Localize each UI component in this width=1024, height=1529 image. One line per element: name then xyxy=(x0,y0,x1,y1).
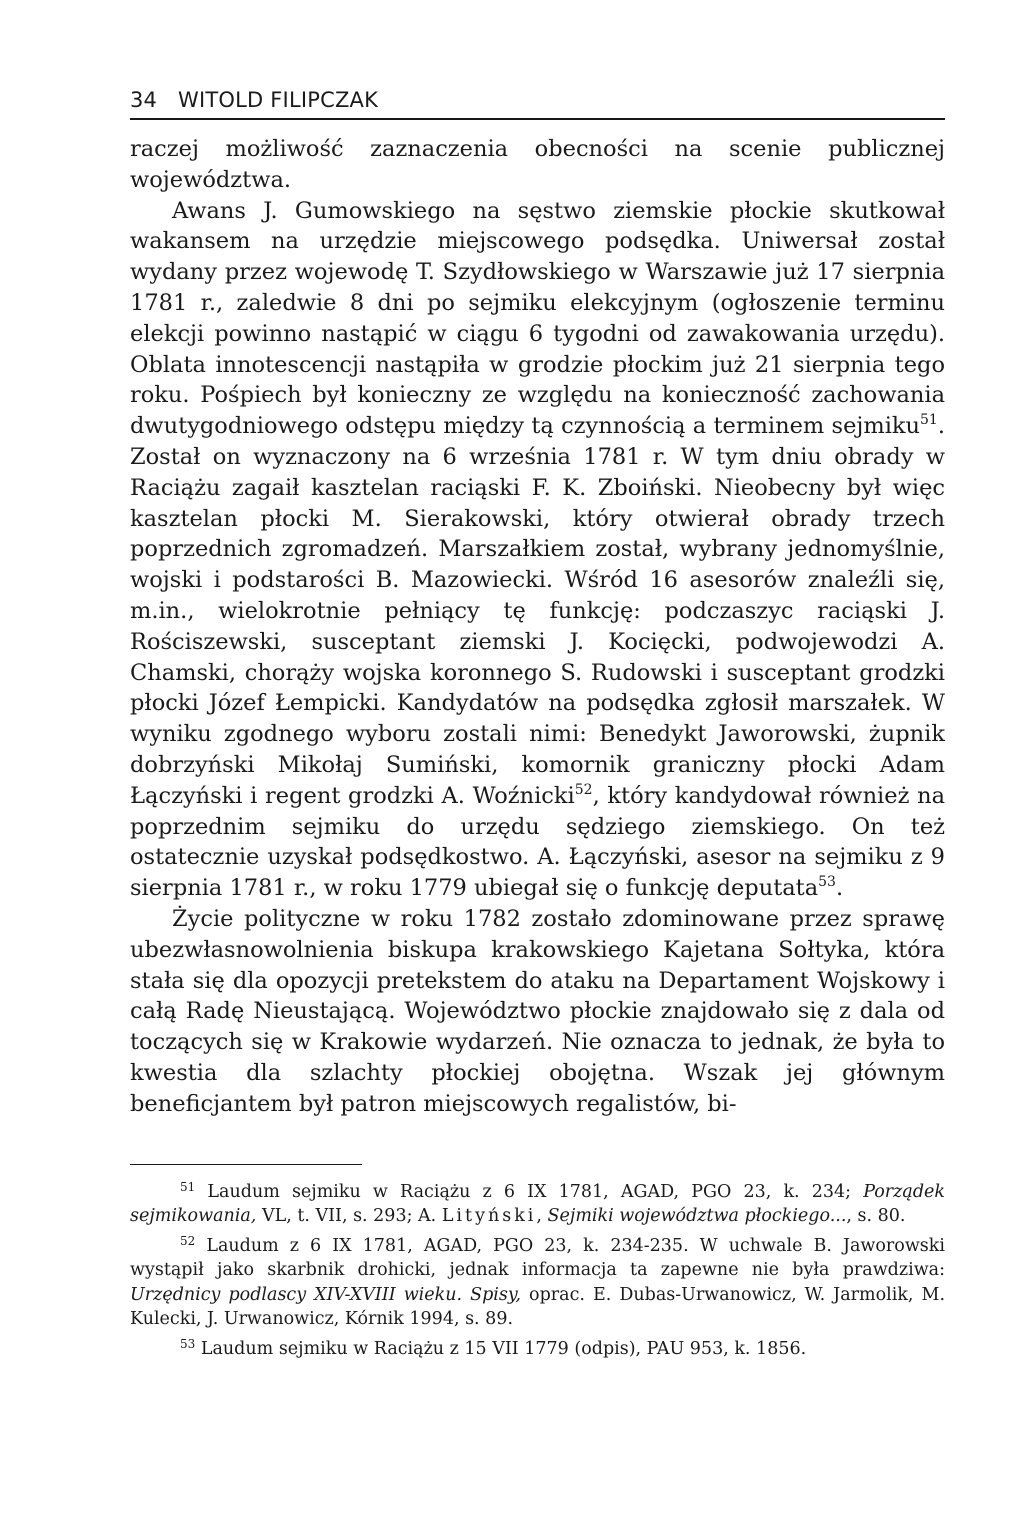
page-number: 34 xyxy=(130,88,158,112)
footnote-title: Urzędnicy podlascy XIV-XVIII wieku. Spisy, xyxy=(130,1284,521,1305)
footnote-text: , s. 80. xyxy=(846,1206,906,1226)
running-header xyxy=(130,88,945,120)
footnote-author: Lityński xyxy=(441,1206,537,1226)
paragraph-1782: Życie polityczne w roku 1782 zostało zdominowane przez sprawę ubezwłasnowolnienia biskupa krakowskiego Kajetana Sołtyka, która stała się dla opozycji pretekstem do ataku na Departament Wojskowy i całą Radę Nieustającą. Województwo płockie znajdowało się z dala od toczących się w Krakowie wydarzeń. Nie oznacza to jednak, że była to kwestia dla szlachty płockiej obojętna. Wszak jej głównym beneficjantem był patron miejscowych regalistów, bi- xyxy=(130,905,945,1117)
footnote-ref-53[interactable]: 53 xyxy=(818,874,836,891)
footnote-divider xyxy=(130,1164,362,1165)
paragraph-text: Awans J. Gumowskiego na sęstwo ziemskie płockie skutkował wakansem na urzędzie miejscowego podsędka. Uniwersał został wydany przez wojewodę T. Szydłowskiego w Warszawie już 17 sierpnia 1781 r., zaledwie 8 dni po sejmiku elekcyjnym (ogłoszenie terminu elekcji powinno nastąpić w ciągu 6 tygodni od zawakowania urzędu). Oblata innotescencji nastąpiła w grodzie płockim już 21 sierpnia tego roku. Pośpiech był konieczny ze względu na konieczność zachowania dwutygodniowego odstępu między tą czynnością a terminem sejmiku xyxy=(130,197,945,440)
author-name: WITOLD FILIPCZAK xyxy=(178,88,379,112)
footnote-text: oprac. E. Dubas-Urwanowicz, W. Jarmolik, M. Kulecki, J. Urwanowicz, Kórnik 1994, s. 89. xyxy=(130,1284,946,1329)
footnote-text: Laudum z 6 IX 1781, AGAD, PGO 23, k. 234-235. W uchwale B. Jaworowski wystąpił jako skarbnik drohicki, jednak informacja ta zapewne nie była prawdziwa: xyxy=(130,1235,945,1280)
paragraph-text: . Został on wyznaczony na 6 września 1781 r. W tym dniu obrady w Raciążu zagaił kasztelan raciąski F. K. Zboiński. Nieobecny był więc kasztelan płocki M. Sierakowski, który otwierał obrady trzech poprzednich zgromadzeń. Marszałkiem został, wybrany jednomyślnie, wojski i podstarości B. Mazowiecki. Wśród 16 asesorów znaleźli się, m.in., wielokrotnie pełniący tę funkcję: podczaszyc raciąski J. Rościszewski, susceptant ziemski J. Kocięcki, podwojewodzi A. Chamski, chorąży wojska koronnego S. Rudowski i susceptant grodzki płocki Józef Łempicki. Kandydatów na podsędka zgłosił marszałek. W wyniku zgodnego wyboru zostali nimi: Benedykt Jaworowski, żupnik dobrzyński Mikołaj Sumiński, komornik graniczny płocki Adam Łączyński i regent grodzki A. Woźnicki xyxy=(130,413,945,809)
footnote-number: 51 xyxy=(180,1179,196,1194)
paragraph-text: . xyxy=(835,875,844,902)
paragraph-sejmik-1781 xyxy=(130,196,945,904)
footnote-title: Porządek sejmikowania, xyxy=(130,1181,945,1226)
main-text xyxy=(130,134,945,1120)
footnote-text: Laudum sejmiku w Raciążu z 6 IX 1781, AGAD, PGO 23, k. 234; xyxy=(207,1181,864,1202)
footnote-number: 53 xyxy=(180,1336,196,1351)
paragraph-text: , który kandydował również na poprzednim sejmiku do urzędu sędziego ziemskiego. On też ostatecznie uzyskał podsędkostwo. A. Łączyński, asesor na sejmiku z 9 sierpnia 1781 r., w roku 1779 ubiegał się o funkcję deputata xyxy=(130,782,946,902)
footnote-53 xyxy=(130,1332,945,1362)
book-page xyxy=(130,88,945,1361)
footnote-52 xyxy=(130,1229,945,1332)
footnote-ref-52[interactable]: 52 xyxy=(574,781,593,798)
footnote-51 xyxy=(130,1175,945,1229)
footnote-text: , xyxy=(536,1206,548,1226)
footnote-title: Sejmiki województwa płockiego... xyxy=(547,1206,847,1226)
footnotes xyxy=(130,1175,945,1362)
footnote-text: VL, t. VII, s. 293; A. xyxy=(256,1206,442,1226)
footnote-number: 52 xyxy=(180,1233,196,1248)
footnote-ref-51[interactable]: 51 xyxy=(920,412,938,429)
footnote-text: Laudum sejmiku w Raciążu z 15 VII 1779 (odpis), PAU 953, k. 1856. xyxy=(200,1338,807,1359)
paragraph-continued: raczej możliwość zaznaczenia obecności na scenie publicznej województwa. xyxy=(130,136,945,193)
